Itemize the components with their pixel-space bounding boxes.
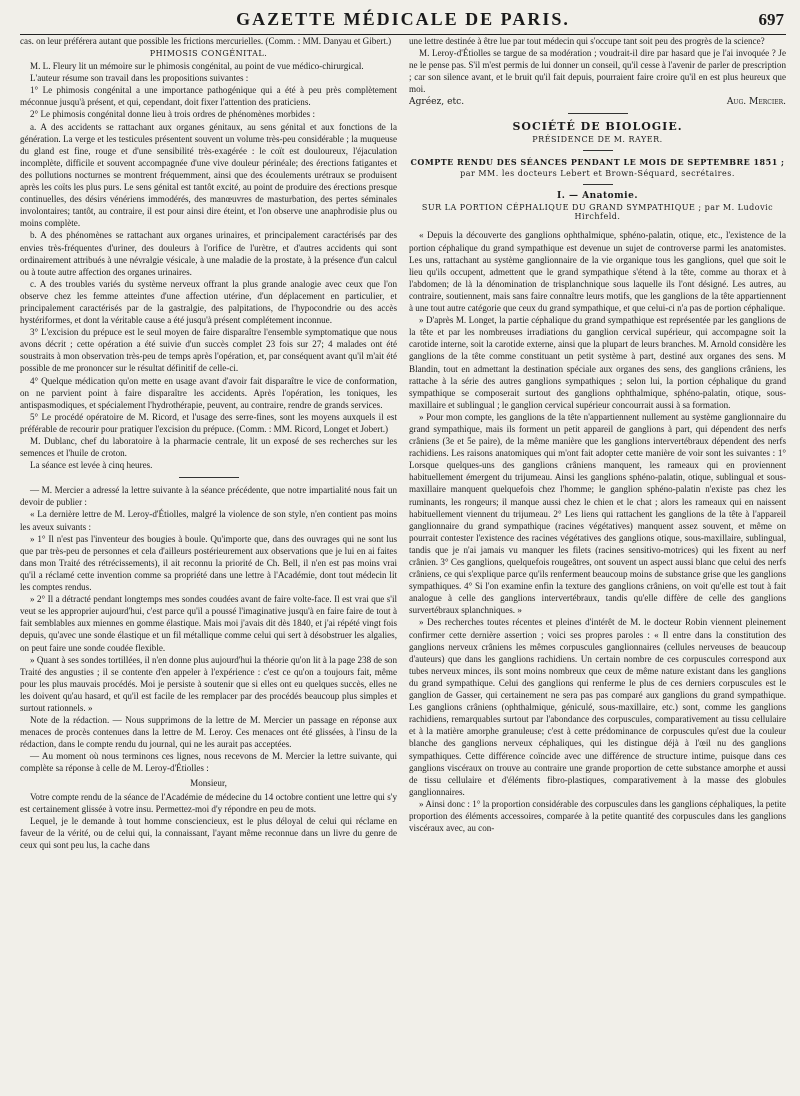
divider <box>583 184 613 185</box>
paragraph: 5° Le procédé opératoire de M. Ricord, et l'usage des serre-fines, sont les moyens auxquels il est préférable de recourir pour pratiquer l'excision du prépuce. (Comm. : MM. Ricord, Longet et Jobert.) <box>20 411 397 434</box>
paragraph: » 1° Il n'est pas l'inventeur des bougies à boule. Qu'importe que, dans des ouvrages qui ne sont lus que par très-peu de personnes et cela d'ailleurs postérieurement aux observations que je lui en ai faites dans mon Traité des rétrécissements), il ait reconnu la priorité de Ch. Bell, il n'en est pas moins vrai qu'il a réclamé cette invention comme sa propriété dans une lettre à l'Académie, dont tout médecin lit les comptes rendus. <box>20 533 397 593</box>
paragraph: b. A des phénomènes se rattachant aux organes urinaires, et principalement caractérisés par des envies très-fréquentes d'uriner, des douleurs à l'orifice de l'urètre, et d'autres accidents qui sont ordinairement attribués à une névralgie vésicale, à une maladie de la prostate, à la présence d'un calcul ou à toute autre affection des organes urinaires. <box>20 230 397 277</box>
journal-title: GAZETTE MÉDICALE DE PARIS. <box>236 9 570 29</box>
paragraph: » Ainsi donc : 1° la proportion considérable des corpuscules dans les ganglions céphaliques, la petite proportion des éléments accessoires, comparée à la petite quantité des corpuscules dans les ganglions viscéraux avec, au con- <box>409 798 786 834</box>
paragraph: M. L. Fleury lit un mémoire sur le phimosis congénital, au point de vue médico-chirurgical. <box>30 61 364 72</box>
paragraph: » Des recherches toutes récentes et pleines d'intérêt de M. le docteur Robin viennent pleinement confirmer cette dernière assertion ; voici ses propres paroles : « Il entre dans la constitution des ganglions nerveux crâniens les mêmes corpuscules ganglionnaires (cellules nerveuses de beaucoup d'auteurs) que dans les ganglions rachidiens. Un certain nombre de ces corpuscules correspond aux tubes nerveux minces, ils sont moins nombreux que ceux de même nature existant dans les ganglions du grand sympathique. Celui des ganglions qui renferme le plus de ces derniers corpuscules est le ganglion de Gasser, qui certainement ne sera pas pas comparé aux ganglions du grand sympathique. Les ganglions crâniens (ophthalmique, géniculé, sous-maxillaire, etc.) sont, comme les ganglions rachidiens, remarquables surtout par l'abondance des corpuscules, comparativement au tissu cellulaire et à la matière amorphe granuleuse; c'est à cette prédominance de corpuscules qu'est due la couleur blanche des ganglions nerveux céphaliques, qui les distingue déjà à l'œil nu des ganglions sympathiques. Cette différence coïncide avec une différence de structure intime, puisque dans ces ganglions viscéraux on trouve au contraire une grande proportion de cette substance amorphe et aussi de tissu cellulaire et d'éléments fibro-plastiques, comparativement à la masse des globules ganglionnaires. <box>409 617 786 797</box>
paragraph: L'auteur résume son travail dans les propositions suivantes : <box>30 73 249 84</box>
paragraph: M. Leroy-d'Étiolles se targue de sa modération ; voudrait-il dire par hasard que je l'ai invoquée ? Je ne le pense pas. S'il m'est permis de lui donner un conseil, qu'il cesse à l'avenir de parler de prescription ; car son silence avant, et le bruit qu'il fait depuis, pourraient faire croire qu'il en est plus heureux que moi. <box>409 48 786 95</box>
paragraph: « La dernière lettre de M. Leroy-d'Étiolles, malgré la violence de son style, n'en contient pas moins les aveux suivants : <box>20 509 397 532</box>
section-title: I. — Anatomie. <box>557 191 638 202</box>
left-column <box>20 35 397 1093</box>
signature-line <box>409 97 786 107</box>
paragraph: — Au moment où nous terminons ces lignes, nous recevons de M. Mercier la lettre suivante, qui complète sa réponse à celle de M. Leroy-d'Étiolles : <box>20 751 397 774</box>
right-column <box>409 35 786 1093</box>
divider <box>568 113 628 114</box>
paragraph: » 2° Il a détracté pendant longtemps mes sondes coudées avant de faire volte-face. Il est vrai que s'il veut se les approprier aujourd'hui, c'est parce qu'il a poussé l'imaginative jusqu'à en faire faire de tout à fait semblables aux miennes en gomme élastique. Mais moi j'avais dit dès 1840, et j'ai répété vingt fois depuis, qu'avec une sonde élastique et un fil métallique comme celui qui sert à désobstruer les algalies, on peut faire une sonde coudée flexible. <box>20 594 397 653</box>
paragraph: 1° Le phimosis congénital a une importance pathogénique qui a été à peu près complètement méconnue jusqu'à présent, et qui, cependant, doit fixer l'attention des praticiens. <box>20 85 397 108</box>
paragraph: c. A des troubles variés du système nerveux offrant la plus grande analogie avec ceux que l'on observe chez les femme atteintes d'une affection utérine, d'un déplacement en particulier, et principalement caractérisés par de la gastralgie, des palpitations, de l'hypocondrie ou des accès hystériformes, et dont la véritable cause a été jusqu'à présent complétement inconnue. <box>20 278 397 326</box>
paragraph: Note de la rédaction. — Nous supprimons de la lettre de M. Mercier un passage en réponse aux menaces de procès contenues dans la lettre de M. Leroy. Ces menaces ont été glissées, à l'insu de la rédaction, dans le compte rendu du journal, qui ne les aurait pas acceptées. <box>20 715 397 750</box>
paragraph: une lettre destinée à être lue par tout médecin qui s'occupe tant soit peu des progrès de la science? <box>409 36 765 46</box>
divider <box>583 150 613 151</box>
section-heading: PHIMOSIS CONGÉNITAL. <box>149 49 268 59</box>
salutation: Monsieur, <box>190 777 227 788</box>
paragraph: Lequel, je le demande à tout homme consciencieux, est le plus déloyal de celui qui réclame en faveur de la vérité, ou de celui qui, la connaissant, l'ayant même reconnue dans un livre du genre de ceux qui sont peu lus, la cache dans <box>20 815 397 850</box>
page-header <box>20 0 786 35</box>
paragraph: 2° Le phimosis congénital donne lieu à trois ordres de phénomènes morbides : <box>30 109 315 120</box>
paragraph: a. A des accidents se rattachant aux organes génitaux, au sens génital et aux fonctions de la génération. La verge et les testicules présentent souvent un volume très-peu considérable ; la muqueuse du gland est fine, rouge et d'une sensibilité très-exagérée : le coït est douloureux, l'éjaculation incomplète, difficile et souvent accompagnée d'une vive douleur périnéale; des érections fatigantes et des pollutions nocturnes se montrent fréquemment, ainsi que des écoulements urétraux se produisent après les coïts les plus purs. Le sens génital est tantôt excité, au point de produire des érections presque continuelles, des désirs vénériens immodérés, des manœuvres de masturbation, des pertes séminales involontaires; tantôt, au contraire, il est pour ainsi dire éteint, et l'on observe une anaphrodisie plus ou moins complète. <box>20 121 397 229</box>
page-number: 697 <box>758 10 784 29</box>
presidence-line: PRÉSIDENCE DE M. RAYER. <box>532 135 663 145</box>
paragraph: 4° Quelque médication qu'on mette en usage avant d'avoir fait disparaître le vice de conformation, on ne parvient point à faire disparaître les accidents. Après l'opération, les toniques, les antispasmodiques, et spécialement l'hydrothérapie, peuvent, au contraire, rendre de grands services. <box>20 375 397 410</box>
society-heading: SOCIÉTÉ DE BIOLOGIE. <box>512 120 683 134</box>
paragraph: — M. Mercier a adressé la lettre suivante à la séance précédente, que notre impartialité nous fait un devoir de publier : <box>20 485 397 508</box>
divider <box>179 477 239 478</box>
paragraph: » D'après M. Longet, la partie céphalique du grand sympathique est représentée par les ganglions de la tête et par les nombreuses irradiations du ganglion cervical supérieur, qui accompagne soit la carotide interne, soit la carotide externe, ainsi que la plupart de leurs branches. M. Arnold considère les ganglions de la tête comme constituant un petit système à part, destiné aux organes des sens. M Blandin, tout en admettant la destination spéciale aux organes des sens, des ganglions crâniens, les rattache à la série des autres ganglions sympathiques ; selon lui, la portion céphalique du grand sympathique se composerait surtout des ganglions ophthalmique, sphéno-palatin, otique, sous-maxillaire et sublingual ; le ganglion cervical supérieur concourrait aussi à sa formation. <box>409 315 786 410</box>
paragraph: 3° L'excision du prépuce est le seul moyen de faire disparaître l'ensemble symptomatique que nous avons décrit ; cette opération a été suivie d'un succès complet 23 fois sur 27; 4 malades ont été soustraits à mon observation très-peu de temps après l'opération, et, par conséquent avant qu'il m'ait été possible de me prononcer sur le résultat définitif de celle-ci. <box>20 327 397 374</box>
report-authors: par MM. les docteurs Lebert et Brown-Séquard, secrétaires. <box>460 169 735 179</box>
paragraph: » Pour mon compte, les ganglions de la tête n'appartiennent nullement au système ganglionnaire du grand sympathique, mais ils forment un petit appareil de ganglions à part, qui dépendent des nerfs crâniens (3e et 5e paire), de la même manière que les ganglions intervertébraux dépendent des nerfs rachidiens. Les raisons anatomiques qui m'ont fait adopter cette manière de voir sont les suivantes : 1° Lorsque quelques-uns des ganglions crâniens manquent, les rameaux qui en proviennent habituellement émergent du trijumeau. Ainsi les ganglions sphéno-palatin, otique, sublingual et sous-maxillaire manquent quelquefois chez l'homme; le ganglion sphéno-palatin n'existe pas chez les ruminants, les rongeurs; il manque aussi chez le chien et le chat ; alors les rameaux qui en naissent habituellement viennent du trijumeau. 2° Les liens qui rattachent les ganglions de la tête à l'appareil ganglionnaire du grand sympathique (racines végétatives) manquent assez souvent, et même on pourrait contester l'existence des racines végétatives des ganglions otique, sous-maxillaire, sublingual, tandis que je n'ai jamais vu manquer les filets (racines sensitivo-motrices) qui les fixent au nerf crânien. 3° Ces ganglions, quelquefois rougeâtres, ont souvent un aspect aussi blanc que celui des nerfs crâniens, ce qui s'explique parce qu'ils renferment beaucoup moins de substance grise que les ganglions sympathiques. 4° Si l'on examine enfin la texture des ganglions crâniens, on voit qu'elle est tout à fait analogue à celle des ganglions intervertébraux, tandis qu'elle diffère de celle des ganglions survertébraux splanchniques. » <box>409 411 786 616</box>
paragraph: » Quant à ses sondes tortillées, il n'en donne plus aujourd'hui la théorie qu'on lit à la page 238 de son Traité des angusties ; il se contente d'en appeler à l'expérience : c'est ce qu'on a toujours fait, même pour les plus mauvais procédés. Moi je persiste à soutenir que si elles ont eu quelques succès, elles ne les doivent qu'au hasard, et qu'il est facile de les remplacer par des procédés beaucoup plus simples et surtout rationnels. » <box>20 654 397 713</box>
report-title: COMPTE RENDU DES SÉANCES PENDANT LE MOIS DE SEPTEMBRE 1851 ; <box>410 157 785 168</box>
paragraph: Votre compte rendu de la séance de l'Académie de médecine du 14 octobre contient une lettre qui s'y est certainement glissée à votre insu. Permettez-moi d'y répondre en peu de mots. <box>20 791 397 814</box>
paragraph: cas. on leur préférera autant que possible les frictions mercurielles. (Comm. : MM. Danyau et Gibert.) <box>20 36 392 46</box>
paragraph: M. Dublanc, chef du laboratoire à la pharmacie centrale, lit un exposé de ses recherches sur les semences et l'huile de croton. <box>20 436 397 459</box>
paragraph: « Depuis la découverte des ganglions ophthalmique, sphéno-palatin, otique, etc., l'existence de la portion céphalique du grand sympathique est devenue un sujet de controverse parmi les anatomistes. Les uns, rattachant au système ganglionnaire de la vie organique tous les ganglions, quel que soit le lieu qu'ils occupent, admettent que le grand sympathique s'étend à la tête, comme au thorax et à l'abdomen; de là la dénomination de trisplanchnique sous laquelle ils l'ont désigné. Les autres, au contraire, soutiennent, mais sans faire connaître leurs motifs, que les ganglions de la tête appartiennent à une tout autre catégorie que ceux du grand sympathique, et que celui-ci n'a pas de portion céphalique. <box>409 230 786 314</box>
closing: Agréez, etc. <box>409 97 465 108</box>
signature: Aug. Mercier. <box>726 97 786 108</box>
paragraph: La séance est levée à cinq heures. <box>30 460 153 471</box>
subsection-title: SUR LA PORTION CÉPHALIQUE DU GRAND SYMPATHIQUE ; par M. Ludovic Hirchfeld. <box>421 203 774 222</box>
